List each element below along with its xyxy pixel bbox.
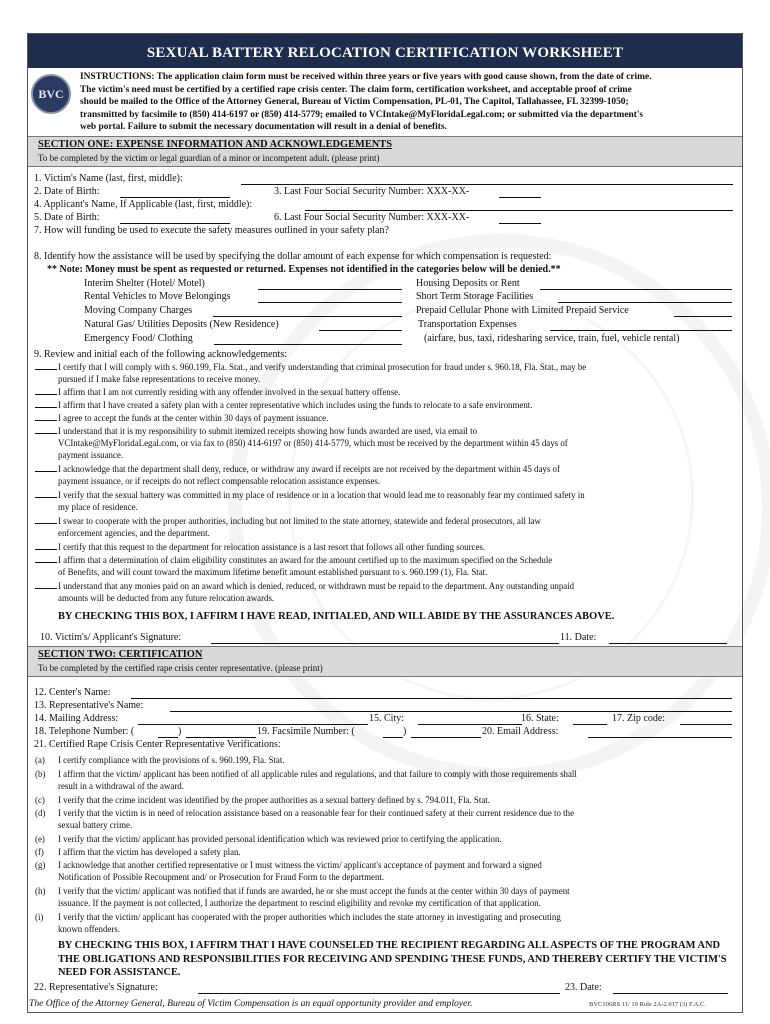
expense-label: Rental Vehicles to Move Belongings (84, 291, 231, 302)
verif-text: I affirm that the victim has developed a safety plan. (58, 847, 241, 857)
initial-field[interactable] (35, 433, 57, 434)
victim-ssn-field[interactable] (499, 187, 541, 198)
form-id: BVC106RS 11/ 19 Rule 2A-2.017 (3) F.A.C. (589, 1001, 706, 1008)
state-label: 16. State: (521, 713, 559, 724)
expense-field[interactable] (319, 320, 402, 331)
ack-item: I verify that the sexual battery was committed in my place of residence or in a location that would lead me to reasonably fear my continued safety in (35, 489, 585, 501)
email-label: 20. Email Address: (482, 726, 559, 737)
initial-field[interactable] (35, 471, 57, 472)
rep-date-field[interactable] (613, 983, 728, 994)
expense-label: Transportation Expenses (418, 319, 517, 330)
expense-field[interactable] (258, 279, 402, 290)
verif-text: I certify compliance with the provisions of s. 960.199, Fla. Stat. (58, 755, 285, 765)
applicant-dob-label: 5. Date of Birth: (34, 212, 100, 223)
victim-name-label: 1. Victim's Name (last, first, middle): (34, 173, 183, 184)
ack-item: I understand that it is my responsibility to submit itemized receipts showing how funds awarded are used, via email to (35, 425, 477, 437)
zip-label: 17. Zip code: (612, 713, 666, 724)
verif-continuation: sexual battery crime. (58, 820, 133, 830)
telephone-number-field[interactable] (186, 727, 256, 738)
section-one-affirmation[interactable]: BY CHECKING THIS BOX, I AFFIRM I HAVE READ, INITIALED, AND WILL ABIDE BY THE ASSURANCES ABOVE. (58, 611, 615, 622)
initial-field[interactable] (35, 497, 57, 498)
verif-continuation: Notification of Possible Recoupment and/ or Prosecution for Fraud Form to the department. (58, 872, 385, 882)
rep-name-label: 13. Representative's Name: (34, 700, 144, 711)
instructions-line: web portal. Failure to submit the necessary documentation will result in a denial of benefits. (80, 122, 447, 133)
transport-note: (airfare, bus, taxi, ridesharing service, train, fuel, vehicle rental) (424, 333, 680, 344)
ack-item: I swear to cooperate with the proper authorities, including but not limited to the state attorney, statewide and federal prosecutors, all law (35, 515, 541, 527)
verif-letter: (h) (35, 886, 46, 896)
ack-continuation: payment issuance. (58, 450, 124, 460)
ack-item: I affirm that I am not currently residing with any offender involved in the sexual battery offense. (35, 386, 400, 398)
rep-signature-field[interactable] (198, 983, 560, 994)
fax-label: 19. Facsimile Number: ( (257, 726, 355, 737)
instructions-line: The victim's need must be certified by a certified rape crisis center. The claim form, certification worksheet, and acceptable proof of crime (80, 84, 632, 95)
initial-field[interactable] (35, 420, 57, 421)
expense-label: Interim Shelter (Hotel/ Motel) (84, 278, 205, 289)
expense-label: Short Term Storage Facilities (416, 291, 534, 302)
email-field[interactable] (588, 727, 732, 738)
rep-name-field[interactable] (170, 701, 732, 712)
funding-question: 7. How will funding be used to execute the safety measures outlined in your safety plan? (34, 225, 389, 236)
applicant-ssn-field[interactable] (499, 213, 541, 224)
city-field[interactable] (418, 714, 522, 725)
instructions (80, 71, 740, 134)
expense-field[interactable] (258, 292, 402, 303)
ack-continuation: VCIntake@MyFloridaLegal.com, or via fax to (850) 414-6197 or (850) 414-5779, which must be received by the department within 45 days of (58, 438, 568, 448)
expense-field[interactable] (550, 320, 732, 331)
expense-question: 8. Identify how the assistance will be used by specifying the dollar amount of each expense for which compensation is requested: (34, 251, 552, 262)
victim-dob-field[interactable] (120, 187, 230, 198)
telephone-area-field[interactable] (158, 727, 178, 738)
victim-date-label: 11. Date: (560, 632, 597, 643)
verif-continuation: result in a withdrawal of the award. (58, 781, 184, 791)
section-two-title: SECTION TWO: CERTIFICATION (38, 649, 203, 660)
section-one-subtitle: To be completed by the victim or legal guardian of a minor or incompetent adult. (please print) (38, 153, 380, 163)
verif-letter: (g) (35, 860, 46, 870)
bvc-logo: BVC (31, 74, 71, 114)
telephone-label: 18. Telephone Number: ( (34, 726, 135, 737)
verif-text: I verify that the victim/ applicant has cooperated with the proper authorities which includes the state attorney in investigating and prosecuting (58, 912, 561, 922)
applicant-ssn-label: 6. Last Four Social Security Number: XXX-XX- (274, 212, 470, 223)
verif-letter: (d) (35, 808, 46, 818)
ack-item: I agree to accept the funds at the center within 30 days of payment issuance. (35, 412, 328, 424)
rep-signature-label: 22. Representative's Signature: (34, 982, 158, 993)
expense-label: Housing Deposits or Rent (416, 278, 520, 289)
expense-note: ** Note: Money must be spent as requested or returned. Expenses not identified in the categories below will be denied.** (47, 264, 561, 275)
initial-field[interactable] (35, 369, 57, 370)
section-one-header (28, 136, 742, 167)
expense-label: Natural Gas/ Utilities Deposits (New Residence) (84, 319, 279, 330)
ack-continuation: pursued if I make false representations to receive money. (58, 374, 261, 384)
initial-field[interactable] (35, 588, 57, 589)
section-two-affirmation[interactable]: BY CHECKING THIS BOX, I AFFIRM THAT I HAVE COUNSELED THE RECIPIENT REGARDING ALL ASPECTS OF THE PROGRAM AND THE OBLIGATIONS AND RESPONSIBILITIES FOR RECEIVING AND SPENDING THESE FUNDS, AND THEREBY CERTIFY THE VICTIM'S NEED FOR ASSISTANCE. (58, 940, 727, 978)
initial-field[interactable] (35, 562, 57, 563)
instructions-line: INSTRUCTIONS: The application claim form must be received within three years or five years with good cause shown, from the date of crime. (80, 72, 652, 82)
initial-field[interactable] (35, 549, 57, 550)
expense-label: Emergency Food/ Clothing (84, 333, 193, 344)
applicant-name-field[interactable] (305, 200, 733, 211)
ack-continuation: amounts will be deducted from any future relocation awards. (58, 593, 275, 603)
verif-continuation: known offenders. (58, 924, 120, 934)
center-name-label: 12. Center's Name: (34, 687, 111, 698)
verif-letter: (a) (35, 755, 45, 765)
verif-text: I verify that the victim is in need of relocation assistance based on a reasonable fear for their continued safety at their current residence due to the (58, 808, 575, 818)
victim-signature-label: 10. Victim's/ Applicant's Signature: (40, 632, 182, 643)
victim-dob-label: 2. Date of Birth: (34, 186, 100, 197)
section-two-subtitle: To be completed by the certified rape crisis center representative. (please print) (38, 663, 323, 673)
applicant-dob-field[interactable] (120, 213, 230, 224)
worksheet-page (27, 33, 743, 1013)
rep-date-label: 23. Date: (565, 982, 602, 993)
fax-number-field[interactable] (411, 727, 481, 738)
verifications-heading: 21. Certified Rape Crisis Center Representative Verifications: (34, 739, 281, 750)
state-field[interactable] (573, 714, 607, 725)
expense-label: Prepaid Cellular Phone with Limited Prepaid Service (416, 305, 629, 316)
victim-date-field[interactable] (609, 633, 727, 644)
ack-continuation: my place of residence. (58, 502, 138, 512)
expense-label: Moving Company Charges (84, 305, 193, 316)
fax-area-field[interactable] (383, 727, 403, 738)
ack-item: I affirm that I have created a safety plan with a center representative which includes using the funds to relocate to a safe environment. (35, 399, 532, 411)
ack-item: I certify that this request to the department for relocation assistance is a last resort that follows all other funding sources. (35, 541, 485, 553)
verif-text: I verify that the victim/ applicant has provided personal identification which was reviewed prior to certifying the application. (58, 834, 502, 844)
zip-field[interactable] (680, 714, 732, 725)
mailing-address-field[interactable] (138, 714, 368, 725)
center-name-field[interactable] (131, 688, 732, 699)
verif-letter: (b) (35, 769, 46, 779)
acknowledgements-heading: 9. Review and initial each of the following acknowledgements: (34, 349, 287, 360)
verif-text: I acknowledge that another certified representative or I must witness the victim/ applicant's acceptance of payment and forward a signed (58, 860, 542, 870)
fax-paren: ) (403, 726, 407, 737)
expense-field[interactable] (213, 306, 402, 317)
initial-field[interactable] (35, 394, 57, 395)
verif-text: I verify that the crime incident was identified by the proper authorities as a sexual battery defined by s. 794.011, Fla. Stat. (58, 795, 490, 805)
verif-letter: (i) (35, 912, 44, 922)
expense-field[interactable] (540, 279, 732, 290)
city-label: 15. City: (369, 713, 405, 724)
mailing-address-label: 14. Mailing Address: (34, 713, 119, 724)
ack-continuation: enforcement agencies, and the department. (58, 528, 210, 538)
footer-statement: The Office of the Attorney General, Bureau of Victim Compensation is an equal opportunity provider and employer. (29, 998, 473, 1009)
section-one-title: SECTION ONE: EXPENSE INFORMATION AND ACKNOWLEDGEMENTS (38, 139, 393, 150)
ack-item: I affirm that a determination of claim eligibility constitutes an award for the amount certified up to the maximum specified on the Schedule (35, 554, 552, 566)
initial-field[interactable] (35, 523, 57, 524)
section-two-header (28, 646, 742, 677)
ack-item: I understand that any monies paid on an award which is denied, reduced, or withdrawn must be repaid to the department. Any outstanding unpaid (35, 580, 574, 592)
verif-text: I affirm that the victim/ applicant has been notified of all applicable rules and regulations, and that failure to comply with those requirements shall (58, 769, 577, 779)
verif-text: I verify that the victim/ applicant was notified that if funds are awarded, he or she must accept the funds at the center within 30 days of payment (58, 886, 570, 896)
verif-letter: (e) (35, 834, 45, 844)
ack-item: I certify that I will comply with s. 960.199, Fla. Stat., and verify understanding that criminal prosecution for fraud under s. 960.18, Fla. Stat., may be (35, 361, 586, 373)
instructions-line: should be mailed to the Office of the Attorney General, Bureau of Victim Compensation, PL-01, The Capitol, Tallahassee, FL 32399-1050; (80, 97, 629, 108)
verif-continuation: issuance. If the payment is not collected, I authorize the department to rescind eligibility and revoke my certification of that application. (58, 898, 541, 908)
ack-continuation: of Benefits, and will count toward the maximum lifetime benefit amount established pursuant to s. 960.199 (1), Fla. Stat. (58, 567, 488, 577)
verif-letter: (f) (35, 847, 44, 857)
instructions-line: transmitted by facsimile to (850) 414-6197 or (850) 414-5779; emailed to VCIntake@MyFloridaLegal.com; or submitted via the department's (80, 109, 644, 120)
expense-field[interactable] (558, 292, 732, 303)
page-title: SEXUAL BATTERY RELOCATION CERTIFICATION WORKSHEET (28, 34, 742, 68)
victim-signature-field[interactable] (211, 633, 559, 644)
verif-letter: (c) (35, 795, 45, 805)
expense-field[interactable] (214, 334, 402, 345)
initial-field[interactable] (35, 407, 57, 408)
ack-item: I acknowledge that the department shall deny, reduce, or withdraw any award if receipts are not received by the department within 45 days of (35, 463, 560, 475)
applicant-name-label: 4. Applicant's Name, If Applicable (last, first, middle): (34, 199, 253, 210)
ack-continuation: payment issuance, or if receipts do not reflect compensable relocation assistance expenses. (58, 476, 381, 486)
victim-ssn-label: 3. Last Four Social Security Number: XXX-XX- (274, 186, 470, 197)
telephone-paren: ) (178, 726, 182, 737)
expense-field[interactable] (674, 306, 732, 317)
victim-name-field[interactable] (241, 174, 733, 185)
